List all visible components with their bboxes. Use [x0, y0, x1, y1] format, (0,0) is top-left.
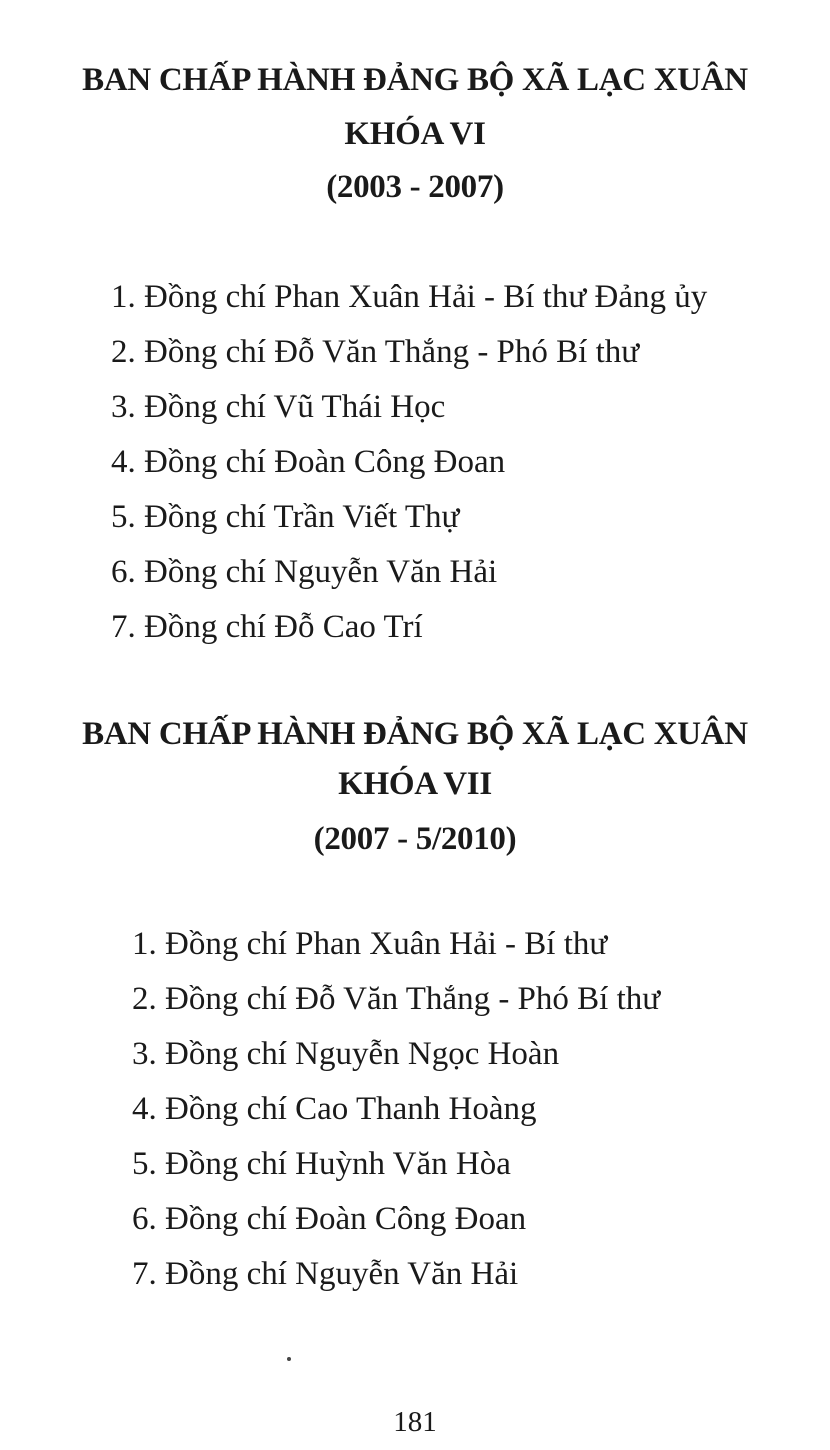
item-number: 1.: [111, 279, 136, 315]
section-2-period: (2007 - 5/2010): [313, 821, 517, 857]
item-number: 5.: [132, 1146, 157, 1182]
section-2-member-list: [132, 917, 660, 1302]
list-item: [111, 380, 707, 435]
item-text: Đồng chí Nguyễn Ngọc Hoàn: [165, 1036, 560, 1072]
item-text: Đồng chí Cao Thanh Hoàng: [165, 1091, 537, 1127]
item-text: Đồng chí Trần Viết Thự: [144, 499, 460, 535]
item-number: 2.: [111, 334, 136, 370]
item-number: 5.: [111, 499, 136, 535]
item-number: 1.: [132, 926, 157, 962]
print-speck: [287, 1357, 291, 1361]
item-text: Đồng chí Huỳnh Văn Hòa: [165, 1146, 511, 1182]
list-item: [111, 435, 707, 490]
list-item: [111, 545, 707, 600]
list-item: [132, 917, 660, 972]
item-text: Đồng chí Nguyễn Văn Hải: [165, 1256, 519, 1292]
list-item: [132, 1192, 660, 1247]
section-1-member-list: [111, 270, 707, 655]
list-item: [132, 1247, 660, 1302]
list-item: [132, 1137, 660, 1192]
item-number: 3.: [111, 389, 136, 425]
item-text: Đồng chí Phan Xuân Hải - Bí thư: [165, 926, 608, 962]
list-item: [111, 325, 707, 380]
list-item: [132, 1082, 660, 1137]
item-number: 6.: [111, 554, 136, 590]
section-2-term: KHÓA VII: [338, 766, 492, 802]
item-text: Đồng chí Vũ Thái Học: [144, 389, 446, 425]
list-item: [111, 600, 707, 655]
item-number: 7.: [111, 609, 136, 645]
item-text: Đồng chí Đỗ Cao Trí: [144, 609, 423, 645]
item-text: Đồng chí Phan Xuân Hải - Bí thư Đảng ủy: [144, 279, 708, 315]
section-1-period: (2003 - 2007): [326, 169, 504, 205]
page-number: 181: [393, 1406, 437, 1438]
item-number: 7.: [132, 1256, 157, 1292]
item-number: 2.: [132, 981, 157, 1017]
item-text: Đồng chí Đỗ Văn Thắng - Phó Bí thư: [144, 334, 640, 370]
list-item: [111, 270, 707, 325]
item-text: Đồng chí Đoàn Công Đoan: [144, 444, 506, 480]
section-1-term: KHÓA VI: [344, 116, 486, 152]
item-text: Đồng chí Nguyễn Văn Hải: [144, 554, 498, 590]
section-1-title: BAN CHẤP HÀNH ĐẢNG BỘ XÃ LẠC XUÂN: [82, 62, 748, 98]
item-number: 4.: [132, 1091, 157, 1127]
section-2-title: BAN CHẤP HÀNH ĐẢNG BỘ XÃ LẠC XUÂN: [82, 716, 748, 752]
item-text: Đồng chí Đỗ Văn Thắng - Phó Bí thư: [165, 981, 661, 1017]
list-item: [132, 1027, 660, 1082]
list-item: [111, 490, 707, 545]
item-number: 4.: [111, 444, 136, 480]
list-item: [132, 972, 660, 1027]
item-number: 6.: [132, 1201, 157, 1237]
item-number: 3.: [132, 1036, 157, 1072]
item-text: Đồng chí Đoàn Công Đoan: [165, 1201, 527, 1237]
